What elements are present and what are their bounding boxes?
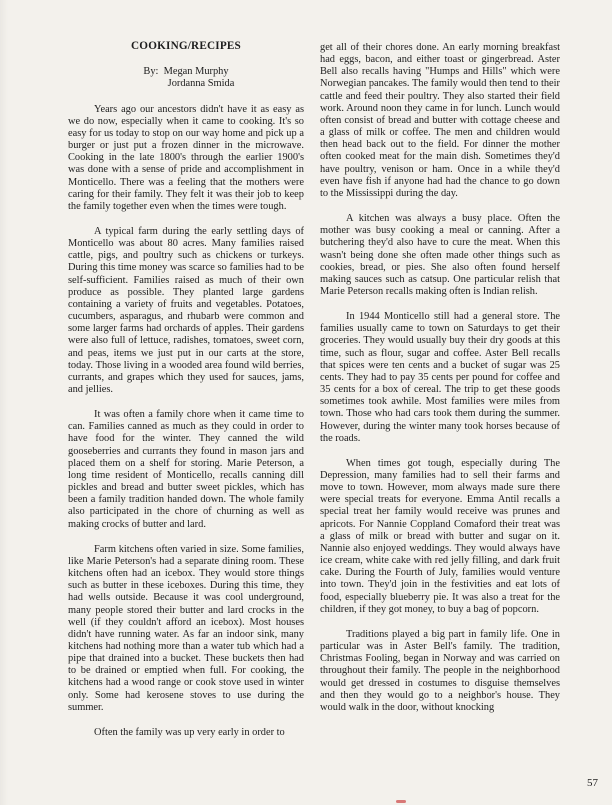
byline-author-2: Jordanna Smida [167, 78, 235, 90]
paragraph: Often the family was up very early in order to [94, 726, 285, 738]
paragraph: When times got tough, especially during The Depression, many families had to sell their farms and move to town. However, mom always made sure there were special treats for everyone. Emma Antil recalls a special treat her family would receive was prunes and apricots. For Nannie Coppland Comaford their treat was a glass of milk or bread with butter and sugar on it. Nannie also enjoyed weddings. They would always have ice cream, white cake with red jelly filling, and dark fruit cake. During the Fourth of July, families would venture into town. They'd join in the festivities and eat lots of food, especially blueberry pie. It was also a treat for the children, if they got money, to buy a bag of popcorn. [320, 457, 560, 615]
byline-author-1: Megan Murphy [163, 66, 229, 78]
article-title: COOKING/RECIPES [131, 40, 241, 52]
red-ink-mark [396, 800, 406, 803]
paragraph: Years ago our ancestors didn't have it as easy as we do now, especially when it came to cooking. It's so easy for us today to stop on our way home and pick up a burger or just put a frozen dinner in the microwave. Cooking in the late 1800's through the earlier 1900's was done with a sense of pride and accomplishment in Monticello. There was a feeling that the mothers were caring for their family. They felt it was their job to keep the family together even when the times were tough. [68, 103, 304, 212]
page-number: 57 [587, 777, 598, 789]
paragraph: A kitchen was always a busy place. Often the mother was busy cooking a meal or canning. After a butchering they'd also have to cure the meat. When this wasn't being done she often made other things such as cookies, bread, or pies. She also often found herself making sauces such as catsup. One particular relish that Marie Peterson recalls making often is Indian relish. [320, 213, 560, 297]
paragraph: get all of their chores done. An early morning breakfast had eggs, bacon, and either toast or gingerbread. Aster Bell also recalls having "Humps and Hills" which were Norwegian pancakes. The family would then tend to their cattle and feed their poultry. They also started their field work. Around noon they came in for lunch. Lunch would often consist of bread and butter with cottage cheese and a glass of milk or coffee. The men and children would then head back out to the field. For dinner the mother often cooked meat for the main dish. Sometimes they'd have poultry, venison or ham. Once in a while they'd even have fish if anyone had had the chance to go down to the Mississippi during the day. [320, 42, 560, 199]
paragraph: It was often a family chore when it came time to can. Families canned as much as they could in order to have food for the winter. They canned the wild gooseberries and currants they found in mason jars and placed them on a shelf for storing. Marie Peterson, a long time resident of Monticello, recalls canning dill pickles and bread and butter sweet pickles, which has been a family tradition handed down. The whole family also participated in the chore of churning as well as making crocks of butter and lard. [68, 409, 304, 530]
paragraph: Traditions played a big part in family life. One in particular was in Aster Bell's family. The tradition, Christmas Fooling, began in Norway and was carried on throughout their family. The people in the neighborhood would get dressed in costumes to disguise themselves and then they would go to a neighbor's house. They would walk in the door, without knocking [320, 628, 560, 713]
paragraph: In 1944 Monticello still had a general store. The families usually came to town on Saturdays to get their groceries. They would usually buy their dry goods at this time, such as flour, sugar and coffee. Aster Bell recalls that spices were ten cents and a bucket of sugar was 25 cents. They had to pay 35 cents per pound for coffee and 35 cents for a box of cereal. The trip to get these goods sometimes took awhile. Most families were miles from town. Those who had cars took them during the summer. However, during the winter many took horses because of the roads. [320, 311, 560, 444]
scan-edge-shadow [0, 0, 8, 805]
byline-prefix: By: [143, 66, 159, 78]
right-column [320, 42, 560, 727]
paragraph: Farm kitchens often varied in size. Some families, like Marie Peterson's had a separate dining room. These kitchens often had an icebox. They would store things such as butter in these iceboxes. During this time, they had wells outside. Because it was cool underground, many people stored their butter and lard crocks in the well (if they couldn't afford an icebox). Most houses didn't have running water. As far an indoor sink, many kitchens had nothing more than a water tub which had a pipe that drained into a bucket. These buckets then had to be drained or emptied when full. For cooking, the kitchens had a wood range or cook stove used in winter only. Some had kerosene stoves to use during the summer. [68, 543, 304, 713]
byline [68, 66, 304, 90]
paragraph: A typical farm during the early settling days of Monticello was about 80 acres. Many families raised cattle, pigs, and poultry such as chickens or turkeys. During this time money was scarce so families had to be self-sufficient. Families raised as much of their own produce as possible. They planted large gardens containing a variety of fruits and vegetables. Potatoes, cucumbers, asparagus, and rhubarb were common and some larger farms had orchards of apples. Their gardens were also full of lettuce, radishes, tomatoes, sweet corn, and peas, items we just put in our carts at the store, today. Those living in a wooded area found wild berries, currants, and grapes which they used for sauces, jams, and jellies. [68, 225, 304, 395]
left-column [68, 40, 304, 752]
byline-prefix-line [68, 66, 304, 78]
